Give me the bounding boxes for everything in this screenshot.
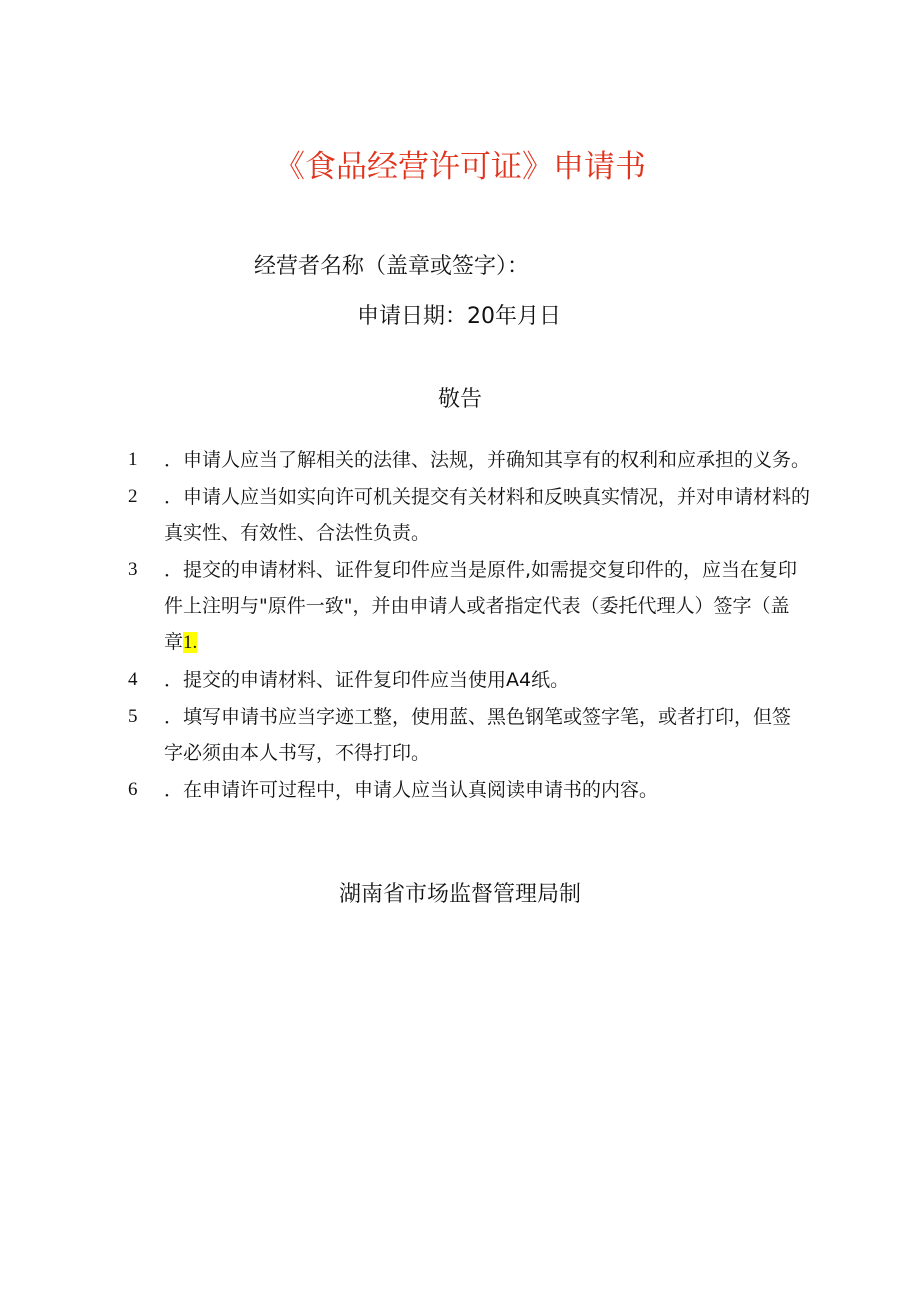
item-number: 1 [128, 449, 138, 470]
issuer-line: 湖南省市场监督管理局制 [338, 882, 581, 907]
item-text: ．申请人应当如实向许可机关提交有关材料和反映真实情况，并对申请材料的 [164, 486, 811, 508]
notice-list [128, 442, 828, 809]
item-text: ．在申请许可过程中，申请人应当认真阅读申请书的内容。 [164, 779, 659, 801]
document-title: 《食品经营许可证》申请书 [274, 149, 646, 185]
item-text: 真实性、有效性、合法性负责。 [164, 522, 431, 544]
item-text: ．提交的申请材料、证件复印件应当使用A4纸。 [164, 669, 570, 691]
item-number: 3 [128, 559, 138, 580]
item-text: 件上注明与"原件一致"，并由申请人或者指定代表（委托代理人）签字（盖 [164, 595, 790, 617]
item-text: ．申请人应当了解相关的法律、法规，并确知其享有的权利和应承担的义务。 [164, 449, 811, 471]
notice-item-6 [128, 772, 828, 808]
notice-item-3 [128, 552, 828, 661]
item-number: 4 [128, 669, 138, 690]
item-text-last [164, 624, 828, 661]
item-text: 字必须由本人书写，不得打印。 [164, 742, 431, 764]
highlighted-text: 1. [183, 632, 198, 653]
item-number: 5 [128, 706, 138, 727]
item-text: ．填写申请书应当字迹工整，使用蓝、黑色钢笔或签字笔，或者打印，但签 [164, 706, 792, 728]
notice-item-5 [128, 699, 828, 771]
item-number: 6 [128, 779, 138, 800]
notice-item-4 [128, 662, 828, 698]
operator-name-label: 经营者名称（盖章或签字）： [254, 254, 530, 279]
application-date-label: 申请日期：20年月日 [357, 304, 561, 329]
notice-heading: 敬告 [437, 387, 482, 412]
notice-item-1 [128, 442, 828, 478]
item-number: 2 [128, 486, 138, 507]
item-text: 章 [164, 631, 184, 653]
notice-item-2 [128, 479, 828, 551]
item-text: ．提交的申请材料、证件复印件应当是原件,如需提交复印件的，应当在复印 [164, 559, 798, 581]
